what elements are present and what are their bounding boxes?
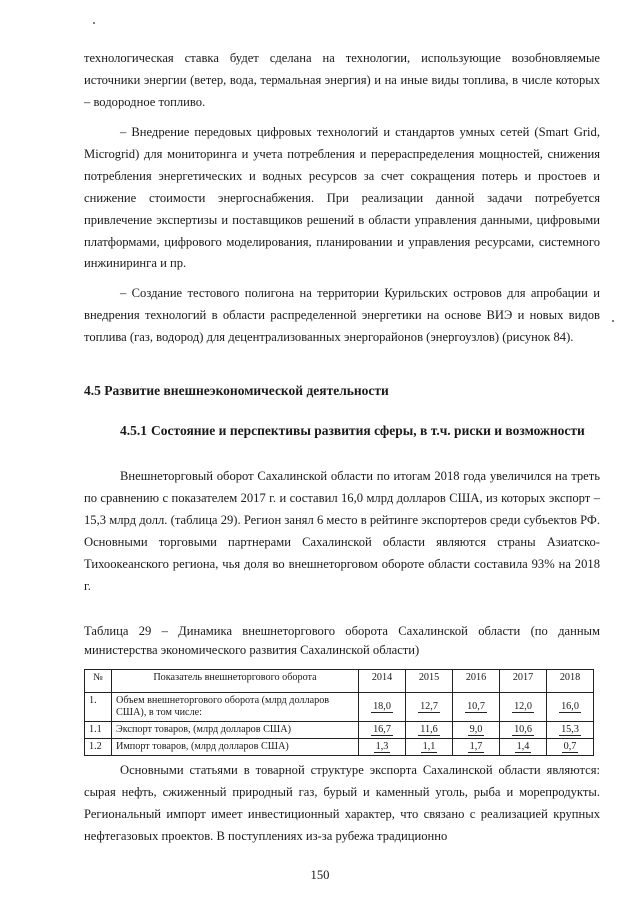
scan-speck (93, 22, 95, 24)
table-row (85, 722, 594, 739)
paragraph-renewables: технологическая ставка будет сделана на технологии, использующие возобновляемые источники энергии (ветер, вода, термальная энергия) и на иные виды топлива, в числе которых – водородное топливо. (84, 51, 600, 109)
section-heading: 4.5 Развитие внешнеэкономической деятельности (84, 383, 389, 398)
row-value: 0,7 (547, 739, 594, 756)
paragraph-foreign-trade: Внешнеторговый оборот Сахалинской области по итогам 2018 года увеличился на треть по сравнению с показателем 2017 г. и составил 16,0 млрд долларов США, из которых экспорт – 15,3 млрд долл. (таблица 29). Регион занял 6 место в рейтинге экспортеров среди субъектов РФ. Основными торговыми партнерами Сахалинской области являются страны Азиатско-Тихоокеанского региона, чья доля во внешнеторговом обороте области составила 93% на 2018 г. (84, 469, 600, 593)
row-number: 1. (85, 693, 112, 722)
subsection-heading (120, 420, 602, 442)
row-value: 1,7 (453, 739, 500, 756)
row-value: 9,0 (453, 722, 500, 739)
row-number: 1.2 (85, 739, 112, 756)
row-value: 18,0 (359, 693, 406, 722)
row-value: 1,1 (406, 739, 453, 756)
header-year: 2017 (500, 670, 547, 693)
page-number: 150 (310, 868, 330, 882)
header-no: № (85, 670, 112, 693)
paragraph-export-structure: Основными статьями в товарной структуре экспорта Сахалинской области являются: сырая нефть, сжиженный природный газ, бурый и каменный уголь, рыба и морепродукты. Региональный импорт имеет инвестиционный характер, что связано с реализацией крупных нефтегазовых проектов. В поступлениях из-за рубежа традиционно (84, 763, 600, 843)
row-value: 16,0 (547, 693, 594, 722)
header-year: 2016 (453, 670, 500, 693)
row-indicator: Экспорт товаров, (млрд долларов США) (112, 722, 359, 739)
trade-dynamics-table (84, 669, 594, 756)
header-indicator: Показатель внешнеторгового оборота (112, 670, 359, 693)
header-year: 2015 (406, 670, 453, 693)
row-value: 11,6 (406, 722, 453, 739)
row-value: 10,7 (453, 693, 500, 722)
row-indicator: Импорт товаров, (млрд долларов США) (112, 739, 359, 756)
table-row (85, 693, 594, 722)
subsection-title: Состояние и перспективы развития сферы, в т.ч. риски и возможности (151, 423, 585, 438)
row-number: 1.1 (85, 722, 112, 739)
row-value: 1,4 (500, 739, 547, 756)
row-value: 16,7 (359, 722, 406, 739)
row-indicator: Объем внешнеторгового оборота (млрд долларов США), в том числе: (112, 693, 359, 722)
paragraph-smart-grid: – Внедрение передовых цифровых технологий и стандартов умных сетей (Smart Grid, Microgrid) для мониторинга и учета потребления и перераспределения мощностей, снижения потребления энергетических и водных ресурсов за счет сокращения потерь и простоев и снижение стоимости энергоснабжения. При реализации данной задачи потребуется привлечение экспертизы и поставщиков решений в области управления данными, цифровыми платформами, цифрового моделирования, планировании и управления ресурсами, системного инжиниринга и пр. (84, 125, 600, 271)
header-year: 2014 (359, 670, 406, 693)
row-value: 10,6 (500, 722, 547, 739)
table-header-row (85, 670, 594, 693)
row-value: 12,7 (406, 693, 453, 722)
paragraph-test-site: – Создание тестового полигона на территории Курильских островов для апробации и внедрения технологий в области распределенной энергетики на основе ВИЭ и новых видов топлива (газ, водород) для децентрализованных энергорайонов (энергоузлов) (рисунок 84). (84, 286, 600, 344)
row-value: 12,0 (500, 693, 547, 722)
table-row (85, 739, 594, 756)
header-year: 2018 (547, 670, 594, 693)
table-caption: Таблица 29 – Динамика внешнеторгового оборота Сахалинской области (по данным министерства экономического развития Сахалинской области) (84, 624, 600, 657)
row-value: 1,3 (359, 739, 406, 756)
subsection-number: 4.5.1 (120, 423, 147, 438)
row-value: 15,3 (547, 722, 594, 739)
scan-speck (612, 320, 614, 322)
